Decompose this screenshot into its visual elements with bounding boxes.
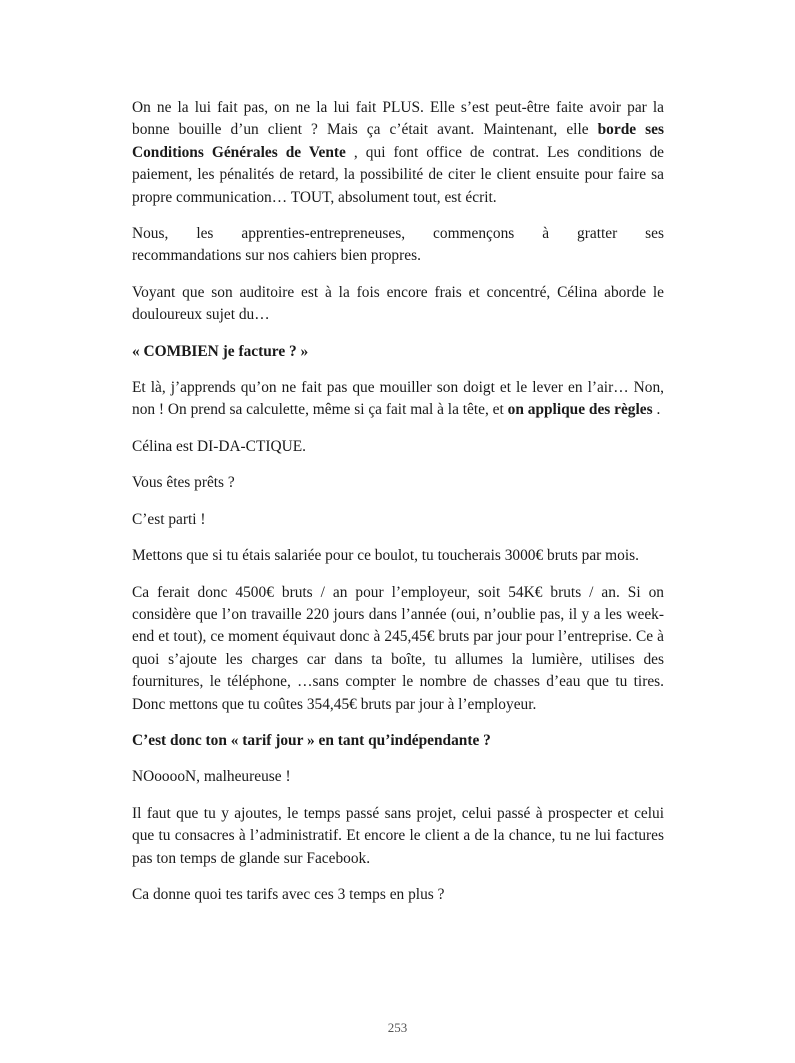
paragraph-text: On ne la lui fait pas, on ne la lui fait PLUS. Elle s’est peut-être faite avoir par la bonne bouille d’un client ? Mais ça c’était avant. Maintenant, elle xyxy=(132,99,664,139)
paragraph-parti: C’est parti ! xyxy=(132,510,206,528)
page-body xyxy=(132,97,664,920)
paragraph-didactique: Célina est DI-DA-CTIQUE. xyxy=(132,437,306,455)
paragraph-calculette xyxy=(132,377,664,422)
paragraph-temps: Il faut que tu y ajoutes, le temps passé sans projet, celui passé à prospecter et celui que tu consacres à l’administratif. Et encore le client a de la chance, tu ne lui factures pas ton temps de glande sur Facebook. xyxy=(132,804,664,867)
heading-combien: « COMBIEN je facture ? » xyxy=(132,342,309,360)
paragraph-text: , qui font office de contrat. Les conditions de paiement, les pénalités de retard, la possibilité de citer le client ensuite pour faire sa propre communication… TOUT, absolument tout, est écrit. xyxy=(132,143,664,206)
paragraph-apprenties-line1: Nous, les apprenties-entrepreneuses, commençons à gratter ses xyxy=(132,225,664,243)
heading-tarif-jour: C’est donc ton « tarif jour » en tant qu’indépendante ? xyxy=(132,731,491,749)
paragraph-malheureuse: NOooooN, malheureuse ! xyxy=(132,768,291,786)
page-number: 253 xyxy=(387,1020,408,1035)
bold-phrase-cgv: borde ses Conditions Générales de Vente xyxy=(132,121,664,161)
bold-phrase-regles: on applique des règles xyxy=(507,401,653,419)
paragraph-calcul: Ca ferait donc 4500€ bruts / an pour l’employeur, soit 54K€ bruts / an. Si on considère que l’on travaille 220 jours dans l’année (oui, n’oublie pas, il y a les week-end et tout), ce moment équivaut donc à 245,45€ bruts par jour pour l’entreprise. Ce à quoi s’ajoute les charges car dans ta boîte, tu allumes la lumière, utilises des fournitures, le téléphone, …sans compter le nombre de chasses d’eau que tu tires. Donc mettons que tu coûtes 354,45€ bruts par jour à l’employeur. xyxy=(132,583,664,713)
paragraph-text: . xyxy=(652,401,661,419)
paragraph-salariee: Mettons que si tu étais salariée pour ce boulot, tu toucherais 3000€ bruts par mois. xyxy=(132,547,639,565)
paragraph-text: Et là, j’apprends qu’on ne fait pas que mouiller son doigt et le lever en l’air… Non, non ! On prend sa calculette, même si ça fait mal à la tête, et xyxy=(132,379,664,419)
paragraph-auditoire: Voyant que son auditoire est à la fois encore frais et concentré, Célina aborde le douloureux sujet du… xyxy=(132,283,664,324)
paragraph-tarifs: Ca donne quoi tes tarifs avec ces 3 temps en plus ? xyxy=(132,885,445,903)
paragraph-cgv xyxy=(132,97,664,209)
paragraph-prets: Vous êtes prêts ? xyxy=(132,474,235,492)
paragraph-apprenties-line2: recommandations sur nos cahiers bien propres. xyxy=(132,247,421,265)
